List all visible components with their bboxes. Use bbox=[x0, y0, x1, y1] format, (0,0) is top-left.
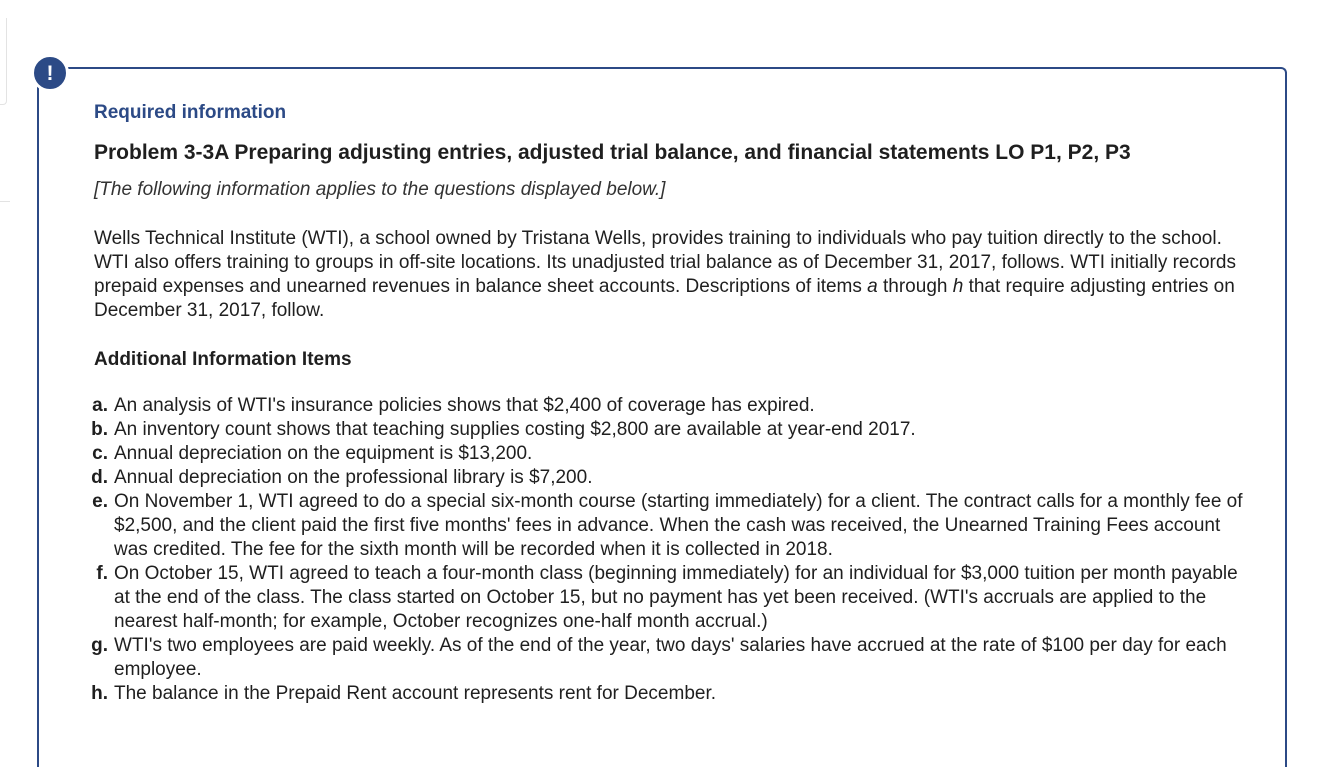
item-text: On November 1, WTI agreed to do a special six-month course (starting immediately) for a client. The contract calls for a monthly fee of $2,500, and the client paid the first five months' fees in advance. When the cash was received, the Unearned Training Fees account was credited. The fee for the sixth month will be recorded when it is collected in 2018. bbox=[114, 491, 1243, 560]
intro-text-3: that require adjusting entries on December 31, 2017, follow. bbox=[94, 276, 1235, 321]
required-information-heading: Required information bbox=[94, 102, 287, 123]
intro-paragraph bbox=[94, 227, 1244, 323]
list-item bbox=[88, 682, 1244, 706]
item-letter: c. bbox=[92, 443, 108, 464]
item-text: On October 15, WTI agreed to teach a four-month class (beginning immediately) for an individual for $3,000 tuition per month payable at the end of the class. The class started on October 15, but no payment has yet been received. (WTI's accruals are applied to the nearest half-month; for example, October recognizes one-half month accrual.) bbox=[114, 563, 1238, 632]
additional-items-list bbox=[88, 394, 1244, 706]
item-letter: h. bbox=[91, 683, 108, 704]
alert-icon-symbol: ! bbox=[46, 61, 54, 85]
intro-text-1: Wells Technical Institute (WTI), a school owned by Tristana Wells, provides training to individuals who pay tuition directly to the school. WTI also offers training to groups in off-site locations. Its unadjusted trial balance as of December 31, 2017, follows. WTI initially records prepaid expenses and unearned revenues in balance sheet accounts. Descriptions of items bbox=[94, 228, 1236, 297]
list-item bbox=[88, 442, 1244, 466]
problem-title: Problem 3-3A Preparing adjusting entries, adjusted trial balance, and financial statements LO P1, P2, P3 bbox=[94, 141, 1131, 164]
additional-info-title: Additional Information Items bbox=[94, 349, 352, 370]
item-text: An inventory count shows that teaching supplies costing $2,800 are available at year-end 2017. bbox=[114, 419, 916, 440]
intro-text-2: through bbox=[877, 276, 953, 297]
item-letter: d. bbox=[91, 467, 108, 488]
list-item bbox=[88, 490, 1244, 562]
list-item bbox=[88, 394, 1244, 418]
intro-item-h: h bbox=[952, 276, 964, 297]
alert-icon bbox=[31, 54, 69, 92]
applies-note: [The following information applies to the questions displayed below.] bbox=[94, 179, 666, 200]
item-text: WTI's two employees are paid weekly. As of the end of the year, two days' salaries have accrued at the rate of $100 per day for each employee. bbox=[114, 635, 1227, 680]
item-letter: f. bbox=[96, 563, 108, 584]
list-item bbox=[88, 466, 1244, 490]
card-content bbox=[91, 100, 1244, 706]
side-panel-divider bbox=[0, 201, 10, 202]
list-item bbox=[88, 418, 1244, 442]
item-letter: a. bbox=[92, 395, 108, 416]
item-letter: e. bbox=[92, 491, 108, 512]
item-letter: g. bbox=[91, 635, 108, 656]
item-text: The balance in the Prepaid Rent account represents rent for December. bbox=[114, 683, 717, 704]
intro-item-a: a bbox=[867, 276, 878, 297]
list-item bbox=[88, 562, 1244, 634]
side-panel-edge bbox=[0, 18, 7, 105]
item-text: Annual depreciation on the professional library is $7,200. bbox=[114, 467, 593, 488]
item-text: Annual depreciation on the equipment is $13,200. bbox=[114, 443, 533, 464]
item-text: An analysis of WTI's insurance policies shows that $2,400 of coverage has expired. bbox=[114, 395, 815, 416]
item-letter: b. bbox=[91, 419, 108, 440]
list-item bbox=[88, 634, 1244, 682]
